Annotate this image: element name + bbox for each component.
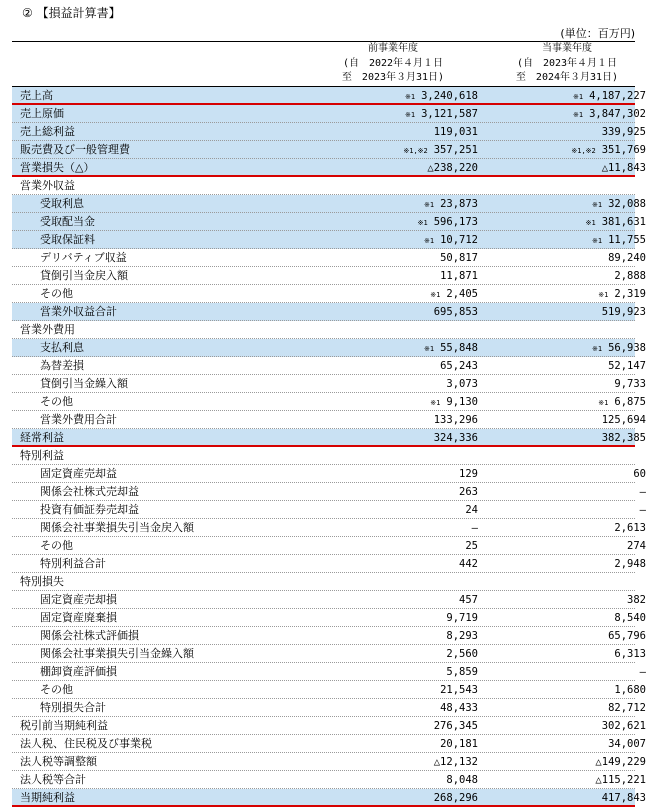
- prior-year-value: [314, 555, 478, 574]
- current-year-value: [478, 285, 646, 304]
- table-row: [12, 123, 646, 141]
- row-label: 営業外収益: [20, 179, 75, 192]
- row-label: 棚卸資産評価損: [40, 665, 117, 678]
- current-year-from: (自 2023年４月１日: [516, 57, 618, 69]
- row-label: 固定資産売却益: [40, 467, 117, 480]
- table-row: [12, 159, 646, 177]
- row-label: その他: [40, 395, 73, 408]
- table-row: [12, 699, 646, 717]
- amount: 11,871: [440, 270, 478, 282]
- amount: 6,875: [614, 396, 646, 408]
- row-label: 特別損失: [20, 575, 64, 588]
- prior-year-value: [314, 483, 478, 502]
- table-row: [12, 663, 646, 681]
- prior-year-value: [314, 87, 478, 106]
- amount: 60: [633, 468, 646, 480]
- row-label: 税引前当期純利益: [20, 719, 108, 732]
- note-reference: ※1: [430, 291, 441, 299]
- prior-year-value: [314, 681, 478, 700]
- note-reference: ※1: [405, 93, 416, 101]
- row-label: 経常利益: [20, 431, 64, 444]
- prior-year-value: [314, 663, 478, 682]
- current-year-value: [478, 249, 646, 268]
- amount: 302,621: [601, 720, 646, 732]
- row-label: 受取保証料: [40, 233, 95, 246]
- prior-year-value: [314, 753, 478, 772]
- table-row: [12, 105, 646, 123]
- current-year-value: [478, 483, 646, 502]
- note-reference: ※1: [598, 291, 609, 299]
- amount: ―: [639, 504, 646, 516]
- table-row: [12, 447, 635, 465]
- amount: 381,631: [601, 216, 646, 228]
- amount: 2,319: [614, 288, 646, 300]
- amount: 357,251: [433, 144, 478, 156]
- amount: △149,229: [595, 756, 646, 768]
- current-year-value: [478, 339, 646, 358]
- current-year-value: [478, 123, 646, 142]
- current-year-value: [478, 771, 646, 790]
- prior-year-header: [314, 42, 472, 86]
- current-year-title: 当事業年度: [542, 43, 592, 54]
- prior-year-value: [314, 429, 478, 448]
- note-reference: ※1,※2: [403, 147, 428, 155]
- prior-year-value: [314, 537, 478, 556]
- amount: 55,848: [440, 342, 478, 354]
- row-label: 関係会社事業損失引当金戻入額: [40, 521, 194, 534]
- amount: 276,345: [433, 720, 478, 732]
- amount: 82,712: [608, 702, 646, 714]
- prior-year-value: [314, 411, 478, 430]
- amount: 382,385: [601, 432, 646, 444]
- row-label: 売上総利益: [20, 125, 75, 138]
- current-year-value: [478, 231, 646, 250]
- note-reference: ※1: [585, 219, 596, 227]
- prior-year-value: [314, 303, 478, 322]
- amount: ―: [639, 666, 646, 678]
- row-label: 当期純利益: [20, 791, 75, 804]
- row-label: 営業外費用合計: [40, 413, 117, 426]
- note-reference: ※1: [423, 345, 435, 353]
- row-label: 受取配当金: [40, 215, 95, 228]
- table-row: [12, 789, 646, 807]
- amount: 65,243: [440, 360, 478, 372]
- table-row: [12, 771, 646, 789]
- table-row: [12, 429, 646, 447]
- amount: 457: [459, 594, 478, 606]
- current-year-value: [478, 447, 646, 466]
- current-year-value: [478, 609, 646, 628]
- amount: 339,925: [601, 126, 646, 138]
- current-year-value: [478, 375, 646, 394]
- amount: 50,817: [440, 252, 478, 264]
- current-year-value: [478, 627, 646, 646]
- current-year-value: [478, 429, 646, 448]
- amount: △238,220: [427, 162, 478, 174]
- amount: 3,240,618: [421, 90, 478, 102]
- current-year-value: [478, 519, 646, 538]
- current-year-value: [478, 663, 646, 682]
- prior-year-value: [314, 627, 478, 646]
- current-year-value: [478, 717, 646, 736]
- amount: 2,613: [614, 522, 646, 534]
- current-year-value: [478, 357, 646, 376]
- current-year-value: [478, 465, 646, 484]
- prior-year-value: [314, 609, 478, 628]
- table-row: [12, 213, 646, 231]
- amount: 2,948: [614, 558, 646, 570]
- row-label: その他: [40, 539, 73, 552]
- amount: 129: [459, 468, 478, 480]
- amount: △11,843: [601, 162, 646, 174]
- amount: ―: [639, 486, 646, 498]
- amount: 4,187,227: [589, 90, 646, 102]
- row-label: 法人税等合計: [20, 773, 86, 786]
- amount: 695,853: [433, 306, 478, 318]
- note-reference: ※1: [423, 237, 435, 245]
- note-reference: ※1: [405, 111, 416, 119]
- amount: 10,712: [440, 234, 478, 246]
- row-label: 営業損失（△）: [20, 161, 95, 174]
- prior-year-value: [314, 447, 478, 466]
- table-row: [12, 609, 646, 627]
- amount: 351,769: [601, 144, 646, 156]
- current-year-value: [478, 267, 646, 286]
- row-label: 受取利息: [40, 197, 84, 210]
- current-year-value: [478, 591, 646, 610]
- current-year-value: [478, 159, 646, 178]
- prior-year-value: [314, 573, 478, 592]
- prior-year-value: [314, 285, 478, 304]
- amount: 125,694: [601, 414, 646, 426]
- table-row: [12, 267, 646, 285]
- prior-year-value: [314, 195, 478, 214]
- amount: 3,847,302: [589, 108, 646, 120]
- row-label: 投資有価証券売却益: [40, 503, 139, 516]
- row-label: 貸倒引当金繰入額: [40, 377, 128, 390]
- amount: 268,296: [433, 792, 478, 804]
- row-label: 貸倒引当金戻入額: [40, 269, 128, 282]
- row-label: 固定資産廃棄損: [40, 611, 117, 624]
- amount: 274: [627, 540, 646, 552]
- row-label: 営業外費用: [20, 323, 75, 336]
- amount: 52,147: [608, 360, 646, 372]
- amount: 133,296: [433, 414, 478, 426]
- amount: 32,088: [608, 198, 646, 210]
- table-row: [12, 555, 646, 573]
- row-label: 特別損失合計: [40, 701, 106, 714]
- income-statement-table: [12, 87, 646, 807]
- table-row: [12, 321, 635, 339]
- note-reference: ※1: [573, 111, 584, 119]
- table-row: [12, 357, 646, 375]
- prior-year-value: [314, 231, 478, 250]
- prior-year-value: [314, 339, 478, 358]
- amount: 5,859: [446, 666, 478, 678]
- row-label: 特別利益合計: [40, 557, 106, 570]
- note-reference: ※1: [573, 93, 584, 101]
- amount: △115,221: [595, 774, 646, 786]
- current-year-value: [478, 735, 646, 754]
- note-reference: ※1: [417, 219, 428, 227]
- prior-year-value: [314, 141, 478, 160]
- unit-label: (単位：百万円): [560, 27, 635, 40]
- row-label: 法人税、住民税及び事業税: [20, 737, 152, 750]
- prior-year-value: [314, 177, 478, 196]
- current-year-value: [478, 555, 646, 574]
- prior-year-value: [314, 735, 478, 754]
- column-header: [12, 41, 635, 87]
- table-row: [12, 627, 646, 645]
- amount: 89,240: [608, 252, 646, 264]
- current-year-header: [488, 42, 646, 86]
- table-row: [12, 249, 646, 267]
- row-label: 営業外収益合計: [40, 305, 117, 318]
- row-label: デリバティブ収益: [40, 251, 127, 264]
- amount: 56,938: [608, 342, 646, 354]
- current-year-value: [478, 753, 646, 772]
- current-year-value: [478, 195, 646, 214]
- table-row: [12, 645, 646, 663]
- prior-year-value: [314, 159, 478, 178]
- prior-year-value: [314, 393, 478, 412]
- prior-year-value: [314, 123, 478, 142]
- amount: 2,888: [614, 270, 646, 282]
- amount: 9,719: [446, 612, 478, 624]
- prior-year-value: [314, 267, 478, 286]
- table-row: [12, 717, 646, 735]
- row-label: 法人税等調整額: [20, 755, 97, 768]
- amount: 442: [459, 558, 478, 570]
- table-row: [12, 177, 635, 195]
- amount: △12,132: [433, 756, 478, 768]
- table-row: [12, 573, 635, 591]
- table-row: [12, 285, 646, 303]
- amount: 2,405: [446, 288, 478, 300]
- current-year-value: [478, 303, 646, 322]
- amount: 25: [465, 540, 478, 552]
- prior-year-value: [314, 357, 478, 376]
- table-row: [12, 393, 646, 411]
- current-year-value: [478, 393, 646, 412]
- prior-year-value: [314, 645, 478, 664]
- amount: 24: [465, 504, 478, 516]
- note-reference: ※1: [591, 345, 603, 353]
- statement-title: ② 【損益計算書】: [22, 6, 121, 20]
- current-year-value: [478, 645, 646, 664]
- prior-year-value: [314, 717, 478, 736]
- table-row: [12, 681, 646, 699]
- prior-year-value: [314, 501, 478, 520]
- prior-year-value: [314, 105, 478, 124]
- current-year-value: [478, 699, 646, 718]
- current-year-value: [478, 573, 646, 592]
- row-label: 関係会社株式売却益: [40, 485, 139, 498]
- current-year-value: [478, 411, 646, 430]
- row-label: 特別利益: [20, 449, 64, 462]
- note-reference: ※1: [423, 201, 435, 209]
- current-year-value: [478, 537, 646, 556]
- amount: 6,313: [614, 648, 646, 660]
- table-row: [12, 339, 646, 357]
- amount: 119,031: [433, 126, 478, 138]
- note-reference: ※1: [591, 201, 603, 209]
- current-year-value: [478, 321, 646, 340]
- current-year-value: [478, 105, 646, 124]
- row-label: その他: [40, 683, 73, 696]
- row-label: 関係会社事業損失引当金繰入額: [40, 647, 194, 660]
- amount: 8,048: [446, 774, 478, 786]
- prior-year-value: [314, 465, 478, 484]
- note-reference: ※1: [591, 237, 603, 245]
- current-year-value: [478, 681, 646, 700]
- current-year-value: [478, 87, 646, 106]
- current-year-value: [478, 213, 646, 232]
- table-row: [12, 303, 646, 321]
- amount: 11,755: [608, 234, 646, 246]
- table-row: [12, 411, 646, 429]
- amount: 9,733: [614, 378, 646, 390]
- amount: 324,336: [433, 432, 478, 444]
- table-row: [12, 483, 646, 501]
- current-year-value: [478, 177, 646, 196]
- amount: 3,073: [446, 378, 478, 390]
- amount: 2,560: [446, 648, 478, 660]
- prior-year-value: [314, 591, 478, 610]
- table-row: [12, 519, 646, 537]
- table-row: [12, 735, 646, 753]
- note-reference: ※1: [598, 399, 609, 407]
- amount: 9,130: [446, 396, 478, 408]
- table-row: [12, 87, 646, 105]
- note-reference: ※1: [430, 399, 441, 407]
- table-row: [12, 375, 646, 393]
- prior-year-value: [314, 789, 478, 808]
- row-label: 販売費及び一般管理費: [20, 143, 130, 156]
- amount: 8,540: [614, 612, 646, 624]
- row-label: 支払利息: [40, 341, 84, 354]
- prior-year-value: [314, 321, 478, 340]
- amount: 21,543: [440, 684, 478, 696]
- note-reference: ※1,※2: [571, 147, 596, 155]
- amount: 34,007: [608, 738, 646, 750]
- amount: 20,181: [440, 738, 478, 750]
- amount: 1,680: [614, 684, 646, 696]
- table-row: [12, 753, 646, 771]
- amount: ―: [471, 522, 478, 534]
- prior-year-title: 前事業年度: [368, 43, 418, 54]
- amount: 3,121,587: [421, 108, 478, 120]
- amount: 263: [459, 486, 478, 498]
- table-row: [12, 591, 646, 609]
- amount: 382: [627, 594, 646, 606]
- prior-year-from: (自 2022年４月１日: [342, 57, 444, 69]
- row-label: その他: [40, 287, 73, 300]
- current-year-value: [478, 789, 646, 808]
- row-label: 為替差損: [40, 359, 84, 372]
- amount: 8,293: [446, 630, 478, 642]
- table-row: [12, 231, 646, 249]
- prior-year-value: [314, 699, 478, 718]
- current-year-value: [478, 141, 646, 160]
- amount: 23,873: [440, 198, 478, 210]
- prior-year-value: [314, 249, 478, 268]
- row-label: 固定資産売却損: [40, 593, 117, 606]
- table-row: [12, 537, 646, 555]
- table-row: [12, 141, 646, 159]
- current-year-value: [478, 501, 646, 520]
- prior-year-value: [314, 519, 478, 538]
- current-year-to: 至 2024年３月31日): [515, 72, 619, 83]
- amount: 596,173: [433, 216, 478, 228]
- prior-year-value: [314, 375, 478, 394]
- row-label: 売上高: [20, 89, 53, 102]
- amount: 65,796: [608, 630, 646, 642]
- table-row: [12, 501, 646, 519]
- amount: 519,923: [601, 306, 646, 318]
- table-row: [12, 195, 646, 213]
- row-label: 関係会社株式評価損: [40, 629, 139, 642]
- prior-year-value: [314, 771, 478, 790]
- prior-year-to: 至 2023年３月31日): [341, 72, 445, 83]
- prior-year-value: [314, 213, 478, 232]
- amount: 417,843: [601, 792, 646, 804]
- amount: 48,433: [440, 702, 478, 714]
- table-row: [12, 465, 646, 483]
- row-label: 売上原価: [20, 107, 64, 120]
